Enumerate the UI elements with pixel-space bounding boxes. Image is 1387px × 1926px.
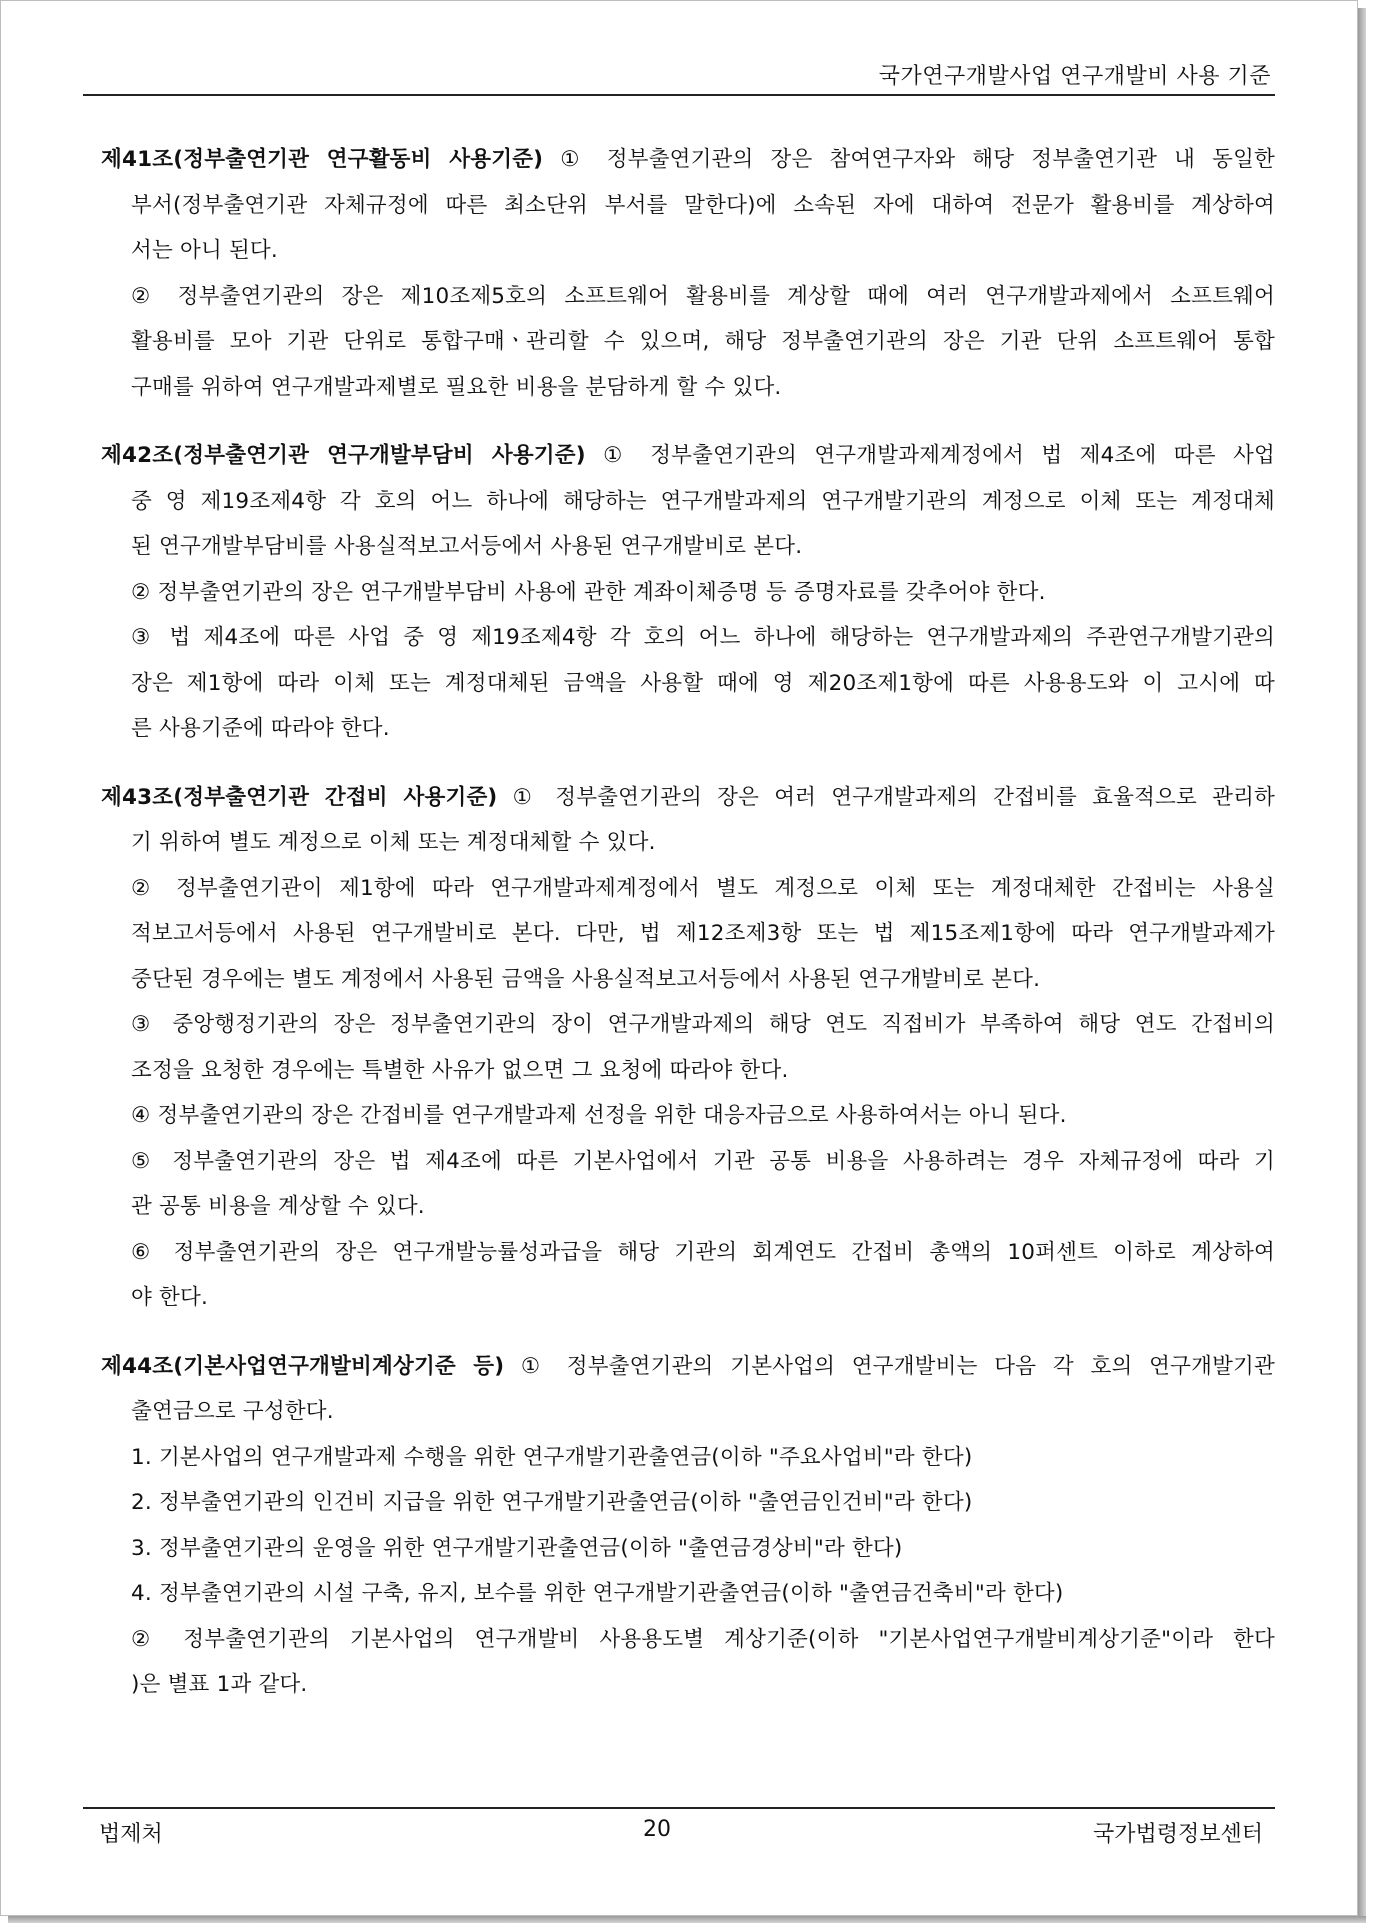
list-item: 4. 정부출연기관의 시설 구축, 유지, 보수를 위한 연구개발기관출연금(이하 "출연금건축비"라 한다) (131, 1581, 1064, 1606)
paragraph-line: 부서(정부출연기관 자체규정에 따른 최소단위 부서를 말한다)에 소속된 자에 대하여 전문가 활용비를 계상하여 (131, 192, 1275, 218)
page-shadow-right (1358, 8, 1366, 1922)
paragraph-line: 된 연구개발부담비를 사용실적보고서등에서 사용된 연구개발비로 본다. (131, 534, 803, 559)
article-title: 제41조(정부출연기관 연구활동비 사용기준) (101, 147, 544, 172)
article-44 (101, 1344, 1275, 1708)
paragraph-line: 구매를 위하여 연구개발과제별로 필요한 비용을 분담하게 할 수 있다. (131, 374, 782, 400)
paragraph-line: 중단된 경우에는 별도 계정에서 사용된 금액을 사용실적보고서등에서 사용된 연구개발비로 본다. (131, 966, 1041, 992)
paragraph-line: 른 사용기준에 따라야 한다. (131, 716, 390, 741)
paragraph-line (101, 137, 1275, 183)
article-41 (101, 137, 1275, 410)
paragraph-line: ② 정부출연기관이 제1항에 따라 연구개발과제계정에서 별도 계정으로 이체 또는 계정대체한 간접비는 사용실 (131, 875, 1275, 901)
paragraph-line: ⑤ 정부출연기관의 장은 법 제4조에 따른 기본사업에서 기관 공통 비용을 사용하려는 경우 자체규정에 따라 기 (131, 1148, 1275, 1174)
paragraph-line: ③ 법 제4조에 따른 사업 중 영 제19조제4항 각 호의 어느 하나에 해당하는 연구개발과제의 주관연구개발기관의 (131, 625, 1275, 650)
paragraph-line: 조정을 요청한 경우에는 특별한 사유가 없으면 그 요청에 따라야 한다. (131, 1057, 789, 1083)
paragraph-text: ① 정부출연기관의 기본사업의 연구개발비는 다음 각 호의 연구개발기관 (504, 1353, 1275, 1379)
paragraph-line (101, 1344, 1275, 1390)
paragraph-text: ① 정부출연기관의 연구개발과제계정에서 법 제4조에 따른 사업 (585, 443, 1275, 468)
list-item: 3. 정부출연기관의 운영을 위한 연구개발기관출연금(이하 "출연금경상비"라 한다) (131, 1535, 903, 1561)
paragraph-line: ② 정부출연기관의 기본사업의 연구개발비 사용용도별 계상기준(이하 "기본사업연구개발비계상기준"이라 한다 (131, 1626, 1275, 1652)
paragraph-line: ④ 정부출연기관의 장은 간접비를 연구개발과제 선정을 위한 대응자금으로 사용하여서는 아니 된다. (131, 1103, 1067, 1128)
paragraph-line: ② 정부출연기관의 장은 연구개발부담비 사용에 관한 계좌이체증명 등 증명자료를 갖추어야 한다. (131, 579, 1046, 605)
header-rule (83, 94, 1275, 96)
list-item: 1. 기본사업의 연구개발과제 수행을 위한 연구개발기관출연금(이하 "주요사업비"라 한다) (131, 1444, 973, 1470)
footer-rule (83, 1807, 1275, 1809)
article-43 (101, 775, 1275, 1321)
paragraph-line (101, 433, 1275, 479)
paragraph-line: 기 위하여 별도 계정으로 이체 또는 계정대체할 수 있다. (131, 830, 656, 855)
page-number: 20 (643, 1817, 671, 1842)
paragraph-line: 관 공통 비용을 계상할 수 있다. (131, 1194, 425, 1219)
paragraph-line: )은 별표 1과 같다. (131, 1672, 308, 1697)
footer-source: 국가법령정보센터 (1092, 1822, 1263, 1847)
paragraph-line: 중 영 제19조제4항 각 호의 어느 하나에 해당하는 연구개발과제의 연구개발기관의 계정으로 이체 또는 계정대체 (131, 488, 1275, 514)
article-title: 제44조(기본사업연구개발비계상기준 등) (101, 1353, 505, 1379)
paragraph-line: 서는 아니 된다. (131, 238, 278, 263)
paragraph-line: 활용비를 모아 기관 단위로 통합구매ㆍ관리할 수 있으며, 해당 정부출연기관의 장은 기관 단위 소프트웨어 통합 (131, 329, 1275, 354)
paragraph-line: ⑥ 정부출연기관의 장은 연구개발능률성과급을 해당 기관의 회계연도 간접비 총액의 10퍼센트 이하로 계상하여 (131, 1239, 1275, 1265)
article-title: 제43조(정부출연기관 간접비 사용기준) (101, 784, 498, 810)
paragraph-line: 야 한다. (131, 1285, 208, 1310)
paragraph-line: ③ 중앙행정기관의 장은 정부출연기관의 장이 연구개발과제의 해당 연도 직접비가 부족하여 해당 연도 간접비의 (131, 1012, 1275, 1037)
paragraph-line: ② 정부출연기관의 장은 제10조제5호의 소프트웨어 활용비를 계상할 때에 여러 연구개발과제에서 소프트웨어 (131, 283, 1275, 309)
document-body (101, 137, 1275, 1731)
paragraph-line: 장은 제1항에 따라 이체 또는 계정대체된 금액을 사용할 때에 영 제20조제1항에 따른 사용용도와 이 고시에 따 (131, 670, 1275, 696)
paragraph-line (101, 775, 1275, 821)
article-42 (101, 433, 1275, 752)
page-shadow-bottom (8, 1916, 1366, 1923)
paragraph-line: 출연금으로 구성한다. (131, 1399, 334, 1424)
paragraph-text: ① 정부출연기관의 장은 여러 연구개발과제의 간접비를 효율적으로 관리하 (497, 784, 1276, 810)
paragraph-line: 적보고서등에서 사용된 연구개발비로 본다. 다만, 법 제12조제3항 또는 법 제15조제1항에 따라 연구개발과제가 (131, 921, 1275, 946)
paragraph-text: ① 정부출연기관의 장은 참여연구자와 해당 정부출연기관 내 동일한 (543, 147, 1276, 172)
header-title: 국가연구개발사업 연구개발비 사용 기준 (878, 64, 1271, 89)
footer-publisher: 법제처 (99, 1822, 163, 1847)
list-item: 2. 정부출연기관의 인건비 지급을 위한 연구개발기관출연금(이하 "출연금인건비"라 한다) (131, 1490, 973, 1515)
article-title: 제42조(정부출연기관 연구개발부담비 사용기준) (101, 443, 586, 468)
